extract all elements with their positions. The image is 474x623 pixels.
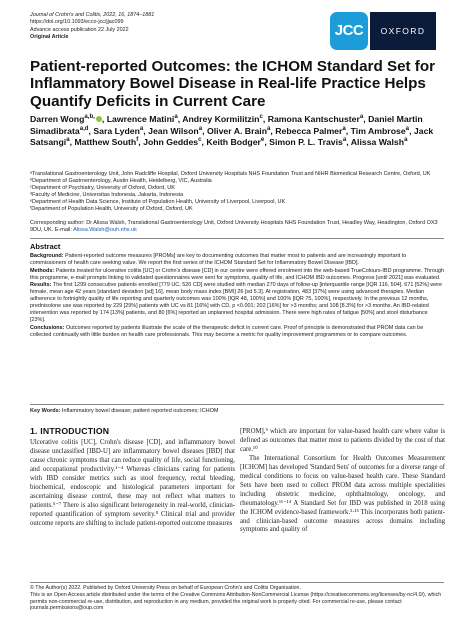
author-affiliation-marker: a [404,136,408,144]
author-name: Jean Wilson$^a$, [148,124,205,136]
author-affiliation-marker: a [198,124,203,132]
author-name: Tim Ambrose$^a$, [350,124,412,136]
author-name: Darren Wong$^{a,b,}$ , [30,113,105,124]
abstract-heading: Abstract [30,242,61,251]
author-affiliation-marker: a [405,124,410,132]
author-affiliation-marker: e [260,136,265,144]
divider [30,238,444,239]
abstract-section-label: Background: [30,253,64,259]
article-type: Original Article [30,33,69,40]
jcc-logo: JCC [330,12,368,50]
affiliation-item: ᶜDepartment of Psychiatry, University of Oxford, Oxford, UK [30,185,175,192]
author-affiliation-marker: a,d [79,124,89,132]
author-name: Rebecca Palmer$^a$, [275,124,349,136]
footer-license [30,585,444,612]
copyright-notice: © The Author(s) 2022. Published by Oxford University Press on behalf of European Crohn's and Colitis Organisation. [30,585,301,591]
divider [30,582,444,583]
correspondence-email-link[interactable]: Alissa.Walsh@ouh.nhs.uk [73,227,137,234]
paragraph: [PROM],⁹ which are important for value-based health care where value is defined as outcomes that matter most to patients divided by the cost of that care.¹⁰ [240,428,445,453]
license-notice: This is an Open Access article distributed under the terms of the Creative Commons Attribution-NonCommercial License (https://creativecommons.org/licenses/by-nc/4.0/), which permits non-commercial re-use, distribution, and reproduction in any medium, provided the original work is properly cited. For commercial re-use, please contact journals.permissions@oup.com [30,591,442,612]
author-affiliation-marker: a [139,124,144,132]
abstract-background [30,253,444,267]
correspondence [30,220,442,234]
author-list [30,114,442,149]
abstract-section-text: Patients treated for ulcerative colitis [UC] or Crohn's disease [CD] in our centre were offered enrolment into the web-based TrueColours-IBD programme. Through this programme, e-mail prompts linking to validated questionnaires were sent for symptoms, quality of life, and ICHOM IBD outcomes. Progress [until 2021] was evaluated. [30,267,444,281]
abstract-body [30,253,444,340]
abstract-section-label: Conclusions: [30,324,65,331]
intro-right-column [240,428,445,535]
abstract-section-label: Results: [30,282,52,289]
keywords-text: Inflammatory bowel disease; patient reported outcomes; ICHOM [62,408,219,414]
intro-left-column [30,439,235,529]
author-name: Simon P. L. Travis$^a$, [269,136,349,148]
affiliation-item: ᵇDepartment of Gastroenterology, Austin Health, Heidelberg, VIC, Australia [30,178,212,185]
article-title: Patient-reported Outcomes: the ICHOM Standard Set for Inflammatory Bowel Disease in Real-life Practice Helps Quantify Deficits in Current Care [30,58,436,110]
author-name: Keith Bodger$^e$, [206,136,267,148]
author-name: Ramona Kantschuster$^a$, [267,113,366,124]
doi-link[interactable]: https://doi.org/10.1093/ecco-jcc/jjac099 [30,19,124,26]
author-affiliation-marker: a [267,124,271,132]
orcid-icon[interactable] [96,116,102,122]
author-name: Alissa Walsh$^a$ [350,136,408,148]
author-name: Matthew South$^f$, [74,136,141,148]
author-affiliation-marker: f [136,136,139,144]
author-name: Lawrence Matini$^a$, [106,113,181,124]
author-affiliation-marker: a [359,113,364,121]
author-affiliation-marker: a [174,113,178,121]
author-affiliation-marker: c [259,113,263,121]
author-affiliation-marker: a [342,136,347,144]
correspondence-text: Corresponding author: Dr Alissa Walsh, Translational Gastroenterology Unit, Oxford University Hospitals NHS Foundation Trust, Headley Way, Headington, Oxford OX3 9DU, UK. E-mail: [30,220,438,234]
author-name: Daniel Martin Simadibrata$^{a,d}$, [30,114,423,136]
author-affiliation-marker: a [342,124,346,132]
author-name: Andrey Kormilitzin$^c$, [182,113,266,124]
affiliation-item: ᵃTranslational Gastroenterology Unit, John Radcliffe Hospital, Oxford University Hospitals NHS Foundation Trust and NIHR Biomedical Research Centre, Oxford, UK [30,171,431,177]
divider [30,404,444,405]
abstract-conclusions [30,325,444,339]
author-name: John Geddes$^c$, [143,136,204,148]
advance-access-date: Advance access publication 22 July 2022 [30,26,129,33]
affiliation-item: ᵈFaculty of Medicine, Universitas Indonesia, Jakarta, Indonesia [30,192,184,199]
author-affiliation-marker: a [66,136,70,144]
abstract-section-text: The first 1299 consecutive patients enrolled [779 UC, 520 CD] were studied with median 270 days of follow-up [interquartile range [IQR 116, 504]. 671 [52%] were female, mean age 42 years [standard deviation [sd] 16], mean body mass index [BMI] 26 [sd 5.3]. At registration, 483 [37%] were using advanced therapies. Median adherence to fortnightly quality of life reporting and quarterly outcomes was 100% [IQR 48, 100%] and 100% [IQR 75, 100%], respectively. In the previous 12 months, prednisolone use was reported by 229 [29%] patients with UC vs 81 [16%] with CD, p <0.001; 202 [16%] for >3 months; and 108 [8.3%] for >3 months. An IBD-related intervention was reported by 174 [13%] patients, and 80 [6%] reported an unplanned hospital admission. There were high rates of fatigue [50%] and stool disturbance [23%]. [30,282,443,324]
author-name: Oliver A. Brain$^a$, [206,124,273,136]
abstract-section-label: Methods: [30,267,55,274]
affiliations [30,171,442,214]
abstract-methods [30,268,444,282]
author-name: Jack Satsangi$^a$, [30,125,434,148]
affiliation-item: ᶠDepartment of Population Health, University of Oxford, Oxford, UK [30,206,193,213]
intro-heading: 1. INTRODUCTION [30,426,110,436]
abstract-section-text: Patient-reported outcome measures [PROMs] are key to documenting outcomes that matter most to patients and are increasingly important to commissioners of health care seeking value. We report the first series of the ICHOM Standard Set for Inflammatory Bowel Disease [IBD]. [30,253,407,267]
keywords [30,408,444,414]
abstract-section-text: Outcomes reported by patients illustrate the scale of the therapeutic deficit in current care. Proof of principle is demonstrated that PROM data can be collected continually with little burden on health care professionals. This may become a metric for quality improvement programmes or to compare outcomes. [30,324,424,339]
journal-header [30,12,290,41]
author-name: Sara Lyden$^a$, [93,124,146,136]
keywords-label: Key Words: [30,408,61,414]
paragraph: The International Consortium for Health Outcomes Measurement [ICHOM] has developed 'Standard Sets' of outcomes for a diverse range of medical conditions to focus on value-based health care. These Standard Sets have been used to collect PROM data across multiple specialities including obstetric medicine, ophthalmology, oncology, and rheumatology.¹¹⁻¹⁴ A Standard Set for IBD was published in 2018 using the ICHOM evidence-based framework.²·¹⁵ This incorporates both patient- and clinician-based outcome measures across domains including symptoms and quality of [240,454,445,534]
abstract-results [30,282,444,324]
journal-citation: Journal of Crohn's and Colitis, 2022, 16, 1874–1881 [30,12,155,18]
author-affiliation-marker: a,b, [84,113,95,121]
paragraph: Ulcerative colitis [UC], Crohn's disease [CD], and inflammatory bowel disease unclassified [IBD-U] are inflammatory bowel diseases [IBD] that cause chronic symptoms that can reduce quality of life, social functioning, and occupational productivity.¹⁻⁴ Whereas clinicians caring for patients with IBD consider metrics such as stool frequency, rectal bleeding, biochemical, endoscopic and histological parameters important for ascertaining disease control, these may not reflect what matters to patients.⁵⁻⁷ There is also significant heterogeneity in real-world, clinician-reported quantification of symptom severity.⁸ Clinical trial and provider outcome reports are shifting to include patient-reported outcome measures [30,439,235,527]
oxford-logo: OXFORD [370,12,436,50]
author-affiliation-marker: c [198,136,202,144]
affiliation-item: ᵉDepartment of Health Data Science, Institute of Population Health, University of Liverpool, Liverpool, UK [30,199,286,206]
